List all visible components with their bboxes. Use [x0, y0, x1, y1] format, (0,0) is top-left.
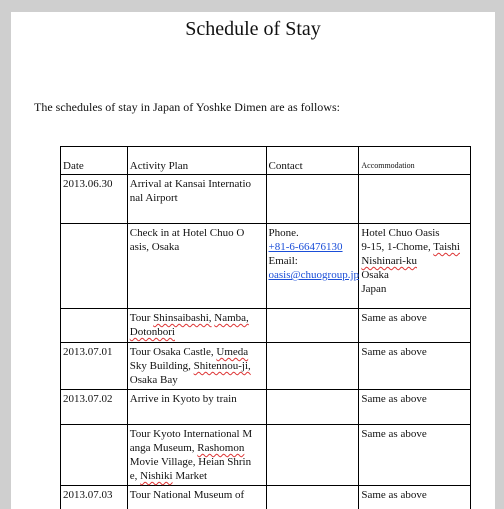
date-cell: 2013.07.02 — [61, 390, 128, 425]
contact-line[interactable]: +81-6-66476130 — [268, 241, 343, 253]
activity-line: asis, Osaka — [129, 241, 180, 253]
activity-line: Osaka Bay — [129, 374, 178, 386]
activity-line: nal Airport — [129, 192, 178, 204]
date-cell: 2013.07.01 — [61, 343, 128, 390]
accommodation-cell — [359, 486, 471, 509]
accommodation-cell — [359, 175, 471, 224]
table-row — [61, 175, 471, 224]
table-row — [61, 309, 471, 343]
activity-line: Tour National Museum of — [129, 489, 245, 501]
accommodation-cell — [359, 309, 471, 343]
accommodation-cell — [359, 390, 471, 425]
activity-line: Arrival at Kansai Internatio — [129, 178, 252, 190]
document-page — [11, 12, 495, 509]
accommodation-cell — [359, 224, 471, 309]
contact-cell — [266, 486, 359, 509]
date-cell: 2013.06.30 — [61, 175, 128, 224]
accommodation-line: Same as above — [361, 428, 427, 440]
header-activity-plan: Activity Plan — [127, 147, 266, 175]
activity-cell — [127, 224, 266, 309]
contact-line: Phone. — [268, 227, 299, 239]
activity-line: Movie Village, Heian Shrin — [129, 456, 252, 468]
date-cell — [61, 224, 128, 309]
activity-cell — [127, 425, 266, 486]
page-title: Schedule of Stay — [185, 18, 321, 40]
contact-cell — [266, 390, 359, 425]
date-cell — [61, 309, 128, 343]
activity-line: e, Nishiki Market — [129, 470, 208, 482]
table-row — [61, 425, 471, 486]
header-accommodation: Accommodation — [359, 147, 471, 175]
activity-line: Tour Osaka Castle, Umeda — [129, 346, 249, 358]
contact-cell — [266, 309, 359, 343]
table-row — [61, 343, 471, 390]
activity-line: Dotonbori — [129, 326, 175, 338]
accommodation-cell — [359, 343, 471, 390]
activity-line: Tour Shinsaibashi, Namba, — [129, 312, 249, 324]
date-cell — [61, 425, 128, 486]
table-row — [61, 486, 471, 509]
header-contact: Contact — [266, 147, 359, 175]
accommodation-line: Japan — [361, 283, 387, 295]
table-header-row — [61, 147, 471, 175]
table-row — [61, 390, 471, 425]
intro-paragraph: The schedules of stay in Japan of Yoshke Dimen are as follows: — [34, 100, 340, 114]
accommodation-line: Hotel Chuo Oasis — [361, 227, 440, 239]
accommodation-line: Nishinari-ku — [361, 255, 417, 267]
accommodation-line: 9-15, 1-Chome, Taishi — [361, 241, 460, 253]
date-cell: 2013.07.03 — [61, 486, 128, 509]
activity-line: Sky Building, Shitennou-ji, — [129, 360, 251, 372]
contact-line[interactable]: oasis@chuogroup.jp — [268, 269, 359, 281]
accommodation-line: Same as above — [361, 312, 427, 324]
activity-cell — [127, 309, 266, 343]
contact-cell — [266, 343, 359, 390]
activity-cell — [127, 486, 266, 509]
contact-cell — [266, 425, 359, 486]
activity-cell — [127, 343, 266, 390]
contact-cell — [266, 175, 359, 224]
accommodation-line: Same as above — [361, 489, 427, 501]
accommodation-line: Same as above — [361, 346, 427, 358]
header-date: Date — [61, 147, 128, 175]
schedule-table — [60, 146, 471, 509]
activity-line: Check in at Hotel Chuo O — [129, 227, 245, 239]
accommodation-line: Same as above — [361, 393, 427, 405]
table-row — [61, 224, 471, 309]
activity-cell — [127, 390, 266, 425]
activity-line: Tour Kyoto International M — [129, 428, 253, 440]
activity-cell — [127, 175, 266, 224]
accommodation-cell — [359, 425, 471, 486]
contact-cell — [266, 224, 359, 309]
contact-line: Email: — [268, 255, 298, 267]
accommodation-line: Osaka — [361, 269, 389, 281]
activity-line: anga Museum, Rashomon — [129, 442, 245, 454]
activity-line: Arrive in Kyoto by train — [129, 393, 237, 405]
